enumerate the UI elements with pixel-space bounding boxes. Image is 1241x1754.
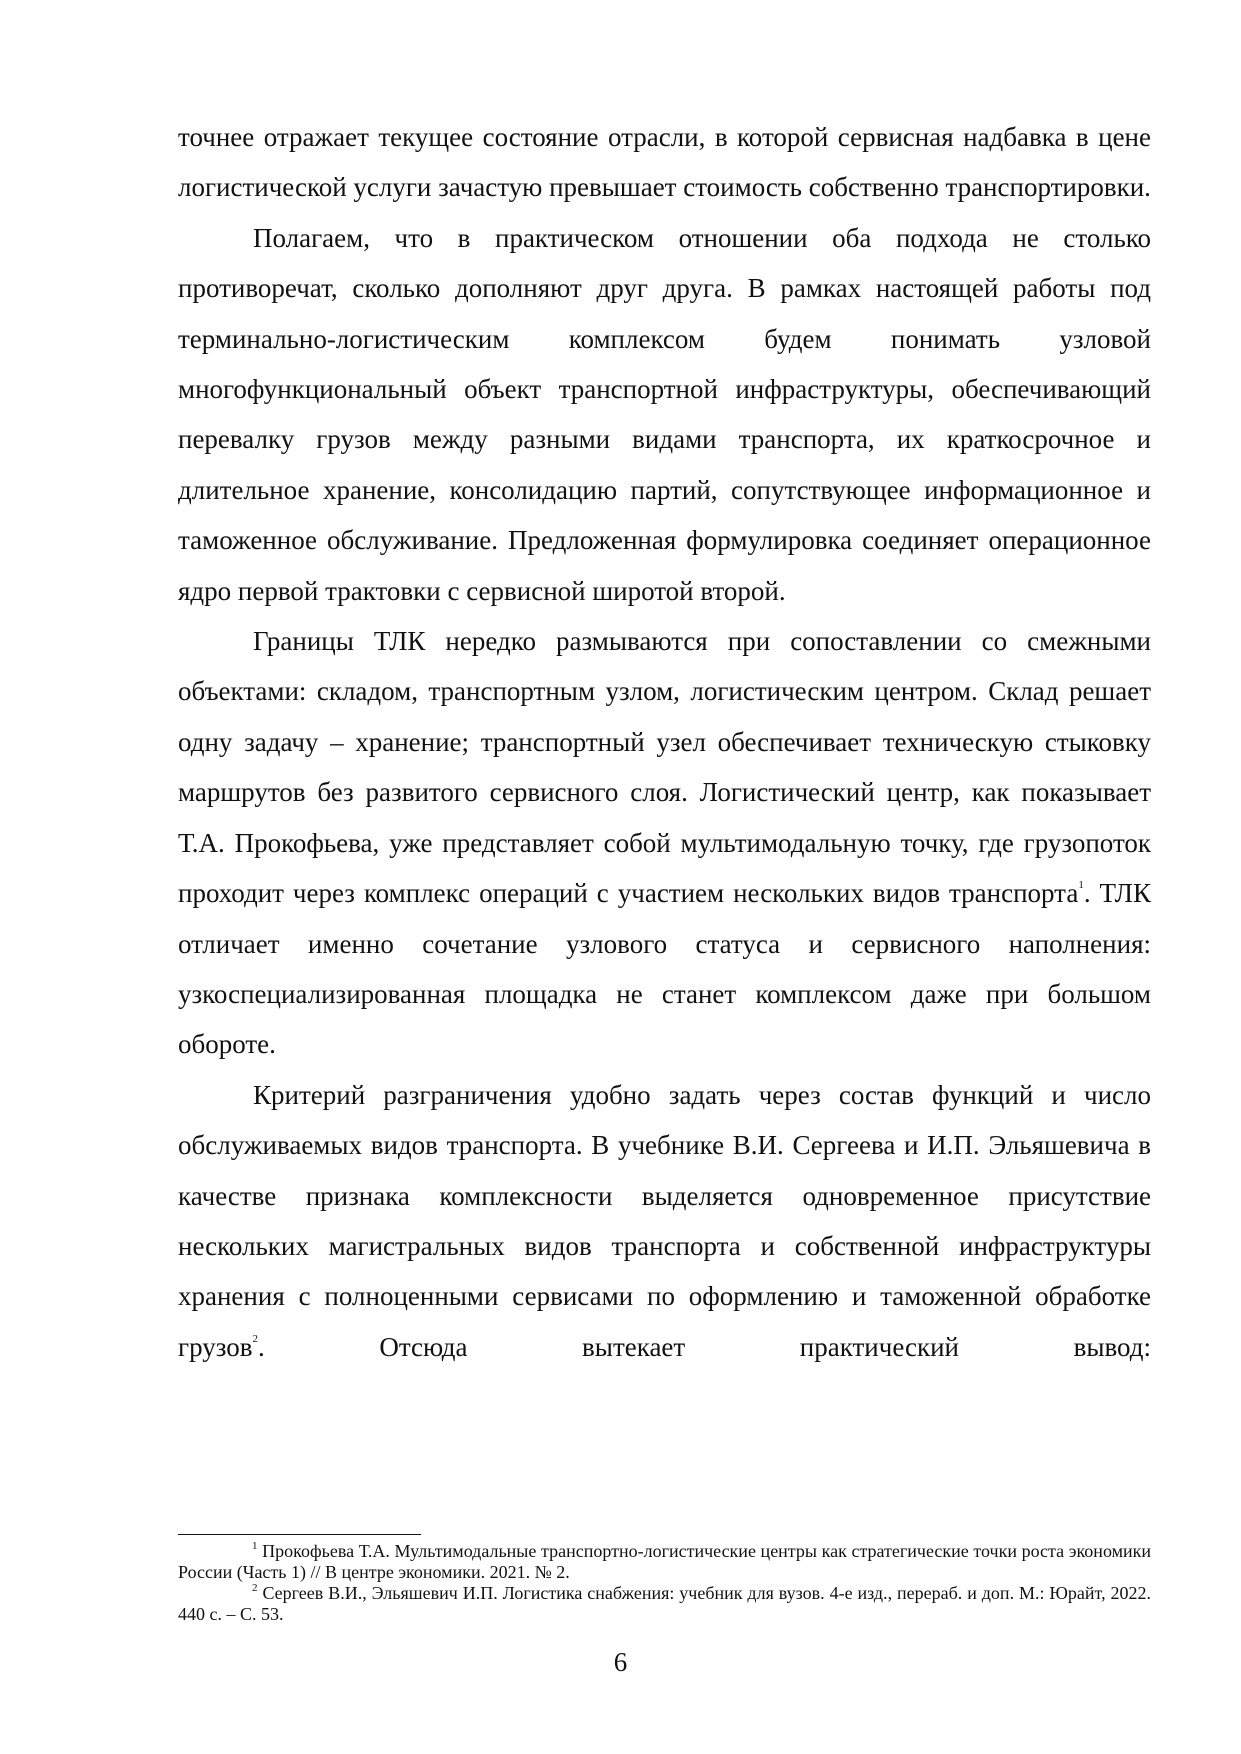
footnote-2-number: 2 [252, 1582, 258, 1594]
paragraph-2: Полагаем, что в практическом отношении оба подхода не столько противоречат, сколько дополняют друг друга. В рамках настоящей работы под терминально-логистическим комплексом будем понимать узловой многофункциональный объект транспортной инфраструктуры, обеспечивающий перевалку грузов между разными видами транспорта, их краткосрочное и длительное хранение, консолидацию партий, сопутствующее информационное и таможенное обслуживание. Предложенная формулировка соединяет операционное ядро первой трактовки с сервисной широтой второй. [178, 222, 1151, 606]
paragraph-3 [178, 616, 1151, 1070]
paragraph-1: точнее отражает текущее состояние отрасли, в которой сервисная надбавка в цене логистической услуги зачастую превышает стоимость собственно транспортировки. [178, 122, 1151, 203]
paragraph-4-text-a: Критерий разграничения удобно задать через состав функций и число обслуживаемых видов транспорта. В учебнике В.И. Сергеева и И.П. Эльяшевича в качестве признака комплексности выделяется одновременное присутствие нескольких магистральных видов транспорта и собственной инфраструктуры хранения с полноценными сервисами по оформлению и таможенной обработке грузов [178, 1079, 1151, 1362]
paragraph-3-text-b: . ТЛК отличает именно сочетание узлового статуса и сервисного наполнения: узкоспециализированная площадка не станет комплексом даже при большом обороте. [178, 878, 1152, 1060]
footnote-2-text: Сергеев В.И., Эльяшевич И.П. Логистика снабжения: учебник для вузов. 4-е изд., перераб. и доп. М.: Юрайт, 2022. 440 с. – С. 53. [178, 1583, 1151, 1624]
footnote-2 [178, 1583, 1151, 1625]
footnotes [178, 1541, 1151, 1625]
paragraph-3-text-a: Границы ТЛК нередко размываются при сопоставлении со смежными объектами: складом, транспортным узлом, логистическим центром. Склад решает одну задачу – хранение; транспортный узел обеспечивает техническую стыковку маршрутов без развитого сервисного слоя. Логистический центр, как показывает Т.А. Прокофьева, уже представляет собой мультимодальную точку, где грузопоток проходит через комплекс операций с участием нескольких видов транспорта [178, 626, 1151, 909]
body-text [178, 112, 1151, 1372]
footnote-1-number: 1 [252, 1540, 258, 1552]
footnote-1-text: Прокофьева Т.А. Мультимодальные транспортно-логистические центры как стратегические точки роста экономики России (Часть 1) // В центре экономики. 2021. № 2. [178, 1541, 1152, 1582]
paragraph-4 [178, 1070, 1151, 1372]
paragraph-4-text-b: . Отсюда вытекает практический вывод: [257, 1331, 1151, 1362]
footnote-ref-2[interactable]: 2 [252, 1332, 258, 1345]
footnote-1 [178, 1541, 1151, 1583]
footnote-separator [178, 1534, 421, 1535]
footnote-ref-1[interactable]: 1 [1078, 879, 1084, 892]
page-number: 6 [613, 1647, 628, 1677]
